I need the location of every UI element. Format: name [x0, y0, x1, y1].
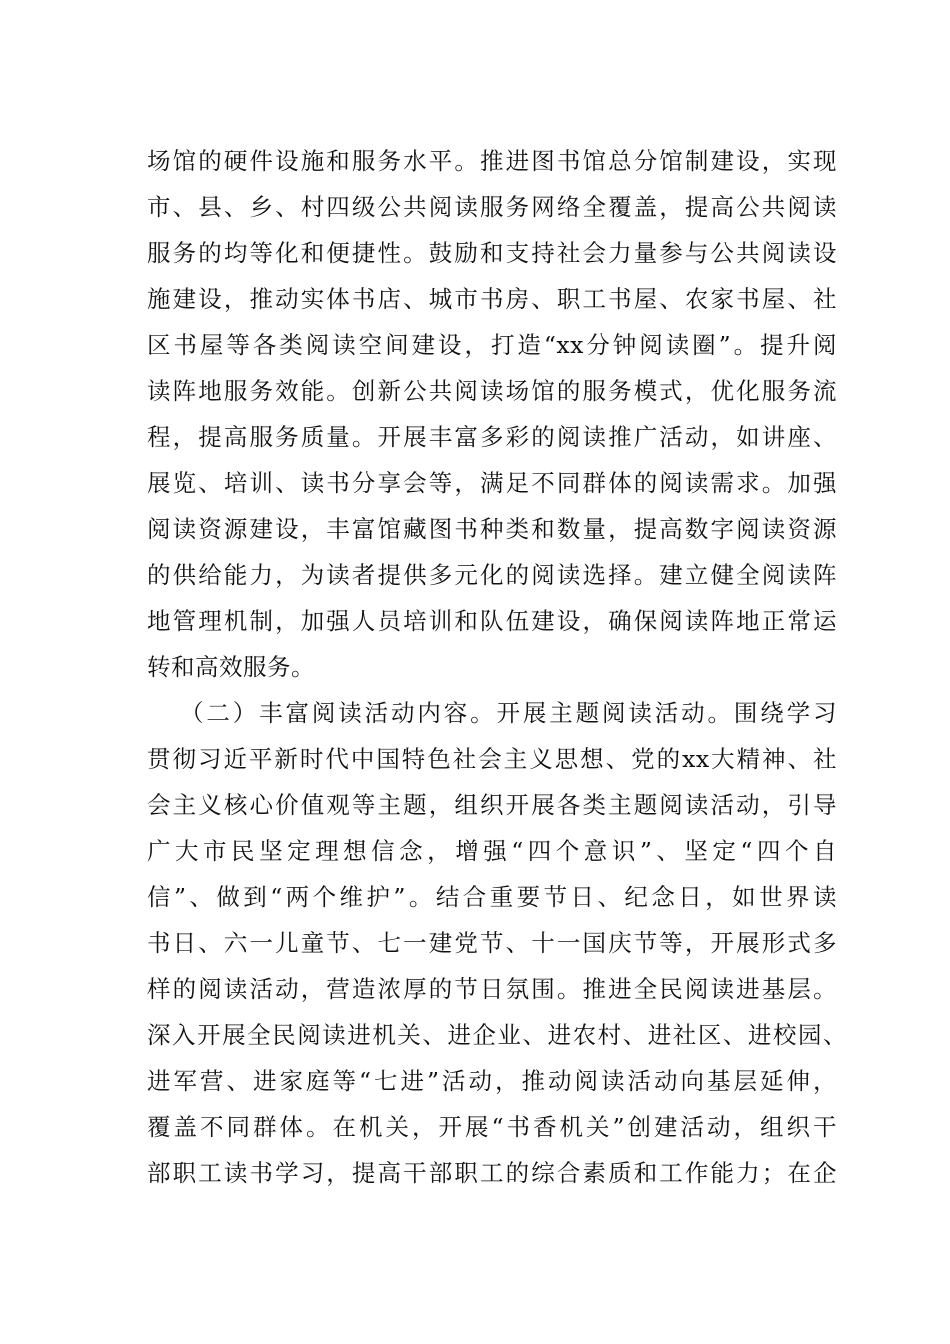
text-line: 的供给能力，为读者提供多元化的阅读选择。建立健全阅读阵: [147, 561, 837, 589]
text-line: 深入开展全民阅读进机关、进企业、进农村、进社区、进校园、: [147, 1021, 847, 1049]
text-line: 服务的均等化和便捷性。鼓励和支持社会力量参与公共阅读设: [147, 239, 837, 267]
text-line: 样的阅读活动，营造浓厚的节日氛围。推进全民阅读进基层。: [147, 975, 837, 1003]
text-line: 转和高效服务。: [147, 653, 315, 681]
text-line: 会主义核心价值观等主题，组织开展各类主题阅读活动，引导: [147, 791, 837, 819]
text-line: 读阵地服务效能。创新公共阅读场馆的服务模式，优化服务流: [147, 377, 837, 405]
text-line: 部职工读书学习，提高干部职工的综合素质和工作能力；在企: [147, 1159, 837, 1187]
text-line: 程，提高服务质量。开展丰富多彩的阅读推广活动，如讲座、: [147, 423, 837, 451]
text-line: 进军营、进家庭等“七进”活动，推动阅读活动向基层延伸，: [147, 1067, 837, 1095]
text-line: 施建设，推动实体书店、城市书房、职工书屋、农家书屋、社: [147, 285, 837, 313]
text-line: 场馆的硬件设施和服务水平。推进图书馆总分馆制建设，实现: [147, 147, 837, 175]
section-heading-line: （二）丰富阅读活动内容。开展主题阅读活动。围绕学习: [180, 699, 837, 727]
text-line: 区书屋等各类阅读空间建设，打造“xx分钟阅读圈”。提升阅: [147, 331, 837, 359]
text-line: 阅读资源建设，丰富馆藏图书种类和数量，提高数字阅读资源: [147, 515, 837, 543]
text-line: 广大市民坚定理想信念，增强“四个意识”、坚定“四个自: [147, 837, 837, 865]
text-line: 市、县、乡、村四级公共阅读服务网络全覆盖，提高公共阅读: [147, 193, 837, 221]
text-line: 书日、六一儿童节、七一建党节、十一国庆节等，开展形式多: [147, 929, 837, 957]
text-line: 信”、做到“两个维护”。结合重要节日、纪念日，如世界读: [147, 883, 837, 911]
text-line: 覆盖不同群体。在机关，开展“书香机关”创建活动，组织干: [147, 1113, 837, 1141]
text-line: 贯彻习近平新时代中国特色社会主义思想、党的xx大精神、社: [147, 745, 837, 773]
text-line: 地管理机制，加强人员培训和队伍建设，确保阅读阵地正常运: [147, 607, 837, 635]
text-line: 展览、培训、读书分享会等，满足不同群体的阅读需求。加强: [147, 469, 837, 497]
